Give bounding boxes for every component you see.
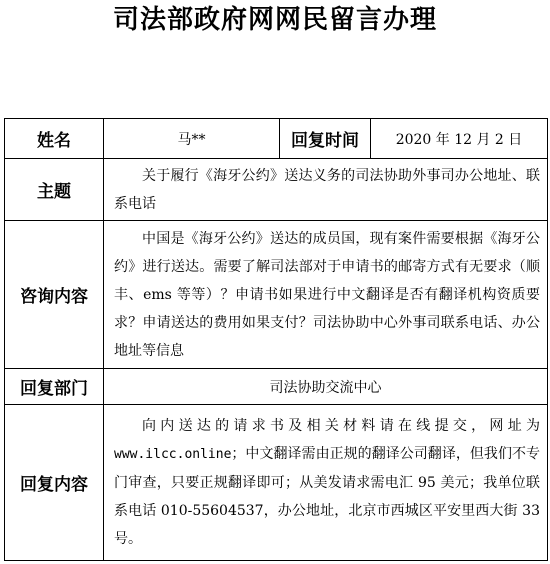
dept-label: 回复部门 bbox=[5, 369, 104, 405]
reply-time-value: 2020 年 12 月 2 日 bbox=[371, 119, 548, 159]
row-reply bbox=[5, 405, 548, 561]
document-title: 司法部政府网网民留言办理 bbox=[112, 5, 437, 35]
name-label: 姓名 bbox=[5, 119, 104, 159]
name-value: 马** bbox=[104, 119, 280, 159]
inquiry-label: 咨询内容 bbox=[5, 221, 104, 369]
row-dept bbox=[5, 369, 548, 405]
reply-time-label: 回复时间 bbox=[280, 119, 371, 159]
inquiry-value: 中国是《海牙公约》送达的成员国，现有案件需要根据《海牙公约》进行送达。需要了解司法部对于申请书的邮寄方式有无要求（顺丰、ems 等等）？申请书如果进行中文翻译是否有翻译机构资质要求？申请送达的费用如果支付？司法协助中心外事司联系电话、办公地址等信息 bbox=[104, 221, 548, 369]
reply-url: www.ilcc.online bbox=[114, 447, 232, 462]
subject-label: 主题 bbox=[5, 159, 104, 221]
reply-text-intro: 向内送达的请求书及相关材料请在线提交，网址为 bbox=[142, 418, 540, 434]
message-reply-form bbox=[4, 118, 548, 561]
reply-text-body: ；中文翻译需由正规的翻译公司翻译，但我们不专门审查，只要正规翻译即可；从美发请求需电汇 95 美元；我单位联系电话 010-55604537，办公地址，北京市西城区平安里西大街 33 号。 bbox=[114, 446, 540, 547]
dept-value: 司法协助交流中心 bbox=[104, 369, 548, 405]
reply-label: 回复内容 bbox=[5, 405, 104, 561]
row-name bbox=[5, 119, 548, 159]
row-inquiry bbox=[5, 221, 548, 369]
subject-value: 关于履行《海牙公约》送达义务的司法协助外事司办公地址、联系电话 bbox=[104, 159, 548, 221]
reply-value bbox=[104, 405, 548, 561]
row-subject bbox=[5, 159, 548, 221]
